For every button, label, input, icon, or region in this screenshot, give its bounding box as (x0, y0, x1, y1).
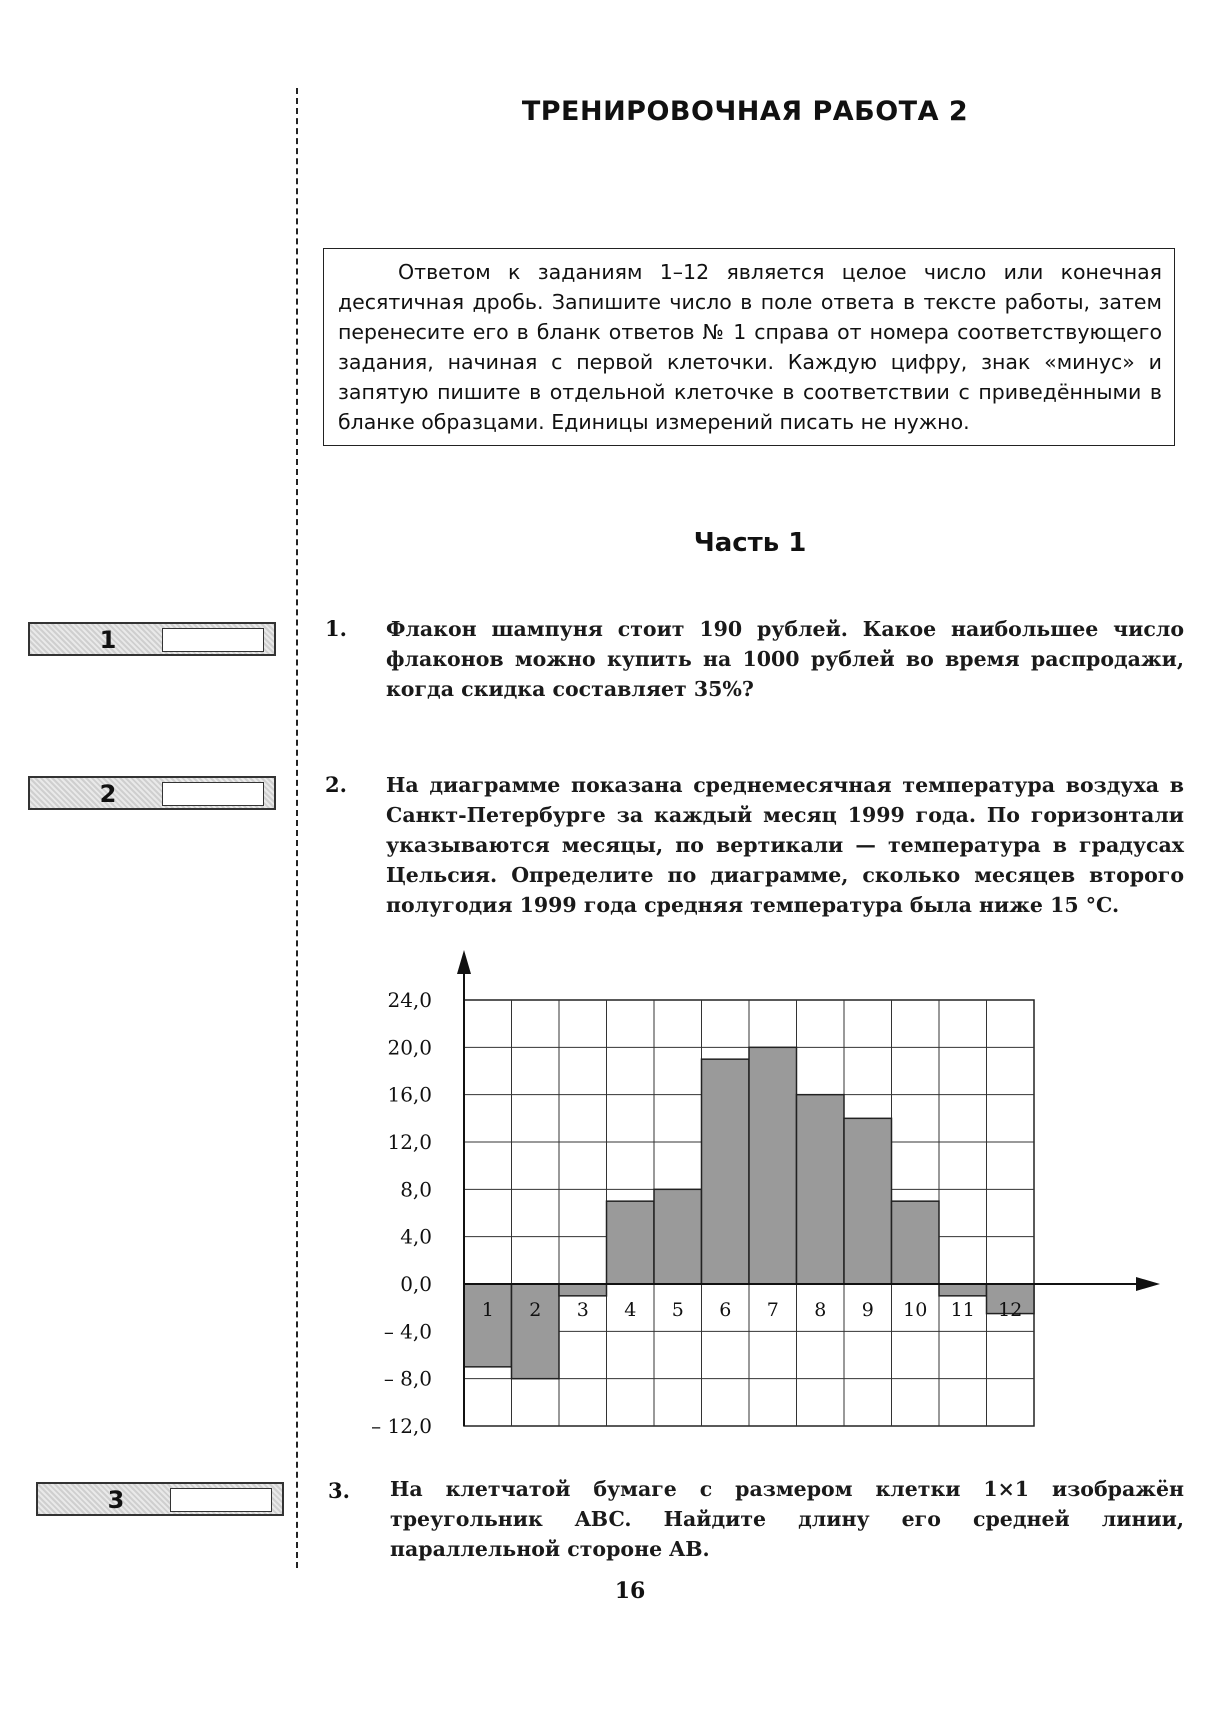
bar-month-11 (939, 1284, 987, 1296)
task-number: 1. (325, 616, 347, 641)
instructions-box: Ответом к заданиям 1–12 является целое число или конечная десятичная дробь. Запишите число в поле ответа в тексте работы, затем перенесите его в бланк ответов № 1 справа от номера соответствующего задания, начиная с первой клеточки. Каждую цифру, знак «минус» и запятую пишите в отдельной клеточке в соответствии с приведёнными в бланке образцами. Единицы измерений писать не нужно. (323, 248, 1175, 446)
y-axis-arrow (457, 950, 471, 974)
x-tick-label: 8 (814, 1299, 827, 1321)
x-tick-label: 10 (903, 1299, 928, 1321)
y-tick-label: 24,0 (387, 988, 432, 1012)
bar-month-5 (654, 1189, 702, 1284)
answer-box-number: 2 (99, 780, 117, 808)
answer-field[interactable] (170, 1488, 272, 1512)
answer-box-number: 3 (107, 1486, 125, 1514)
x-tick-label: 7 (766, 1299, 779, 1321)
bar-month-9 (844, 1118, 892, 1284)
task-text: На клетчатой бумаге с размером клетки 1×1 изображён треугольник ABC. Найдите длину его средней линии, параллельной стороне AB. (390, 1477, 1184, 1561)
y-tick-label: 8,0 (400, 1177, 432, 1202)
bar-month-4 (607, 1201, 655, 1284)
x-tick-label: 11 (950, 1299, 975, 1321)
x-tick-label: 6 (719, 1299, 732, 1321)
task-number: 3. (328, 1478, 350, 1503)
y-tick-label: – 8,0 (383, 1366, 432, 1391)
page-title: ТРЕНИРОВОЧНАЯ РАБОТА 2 (521, 96, 969, 127)
task-text: Флакон шампуня стоит 190 рублей. Какое наибольшее число флаконов можно купить на 1000 рублей во время распродажи, когда скидка составляет 35%? (386, 617, 1184, 701)
bar-month-6 (702, 1059, 750, 1284)
y-tick-label: – 4,0 (383, 1319, 432, 1344)
part-title: Часть 1 (693, 528, 807, 558)
x-tick-label: 5 (671, 1299, 684, 1321)
x-tick-label: 2 (529, 1299, 542, 1321)
x-tick-label: 12 (998, 1299, 1023, 1321)
y-tick-label: – 12,0 (371, 1414, 432, 1438)
answer-box-3 (36, 1482, 284, 1516)
x-tick-label: 3 (576, 1299, 589, 1321)
bar-month-8 (797, 1095, 845, 1284)
x-axis-arrow (1136, 1277, 1160, 1291)
y-tick-label: 16,0 (387, 1082, 432, 1107)
task-text: На диаграмме показана среднемесячная температура воздуха в Санкт-Петербурге за каждый месяц 1999 года. По горизонтали указываются месяцы, по вертикали — температура в градусах Цельсия. Определите по диаграмме, сколько месяцев второго полугодия 1999 года средняя температура была ниже 15 °C. (386, 773, 1184, 917)
y-tick-label: 4,0 (400, 1224, 432, 1249)
x-tick-label: 9 (861, 1299, 874, 1321)
bar-month-1 (464, 1284, 512, 1367)
bar-month-7 (749, 1047, 797, 1284)
answer-box-number: 1 (99, 626, 117, 654)
task-number: 2. (325, 772, 347, 797)
x-tick-label: 1 (481, 1299, 494, 1321)
bar-month-10 (892, 1201, 940, 1284)
page-number: 16 (614, 1578, 646, 1604)
y-tick-label: 20,0 (387, 1035, 432, 1060)
y-tick-label: 12,0 (387, 1130, 432, 1154)
y-tick-label: 0,0 (400, 1272, 432, 1296)
bar-month-3 (559, 1284, 607, 1296)
x-tick-label: 4 (624, 1299, 637, 1321)
